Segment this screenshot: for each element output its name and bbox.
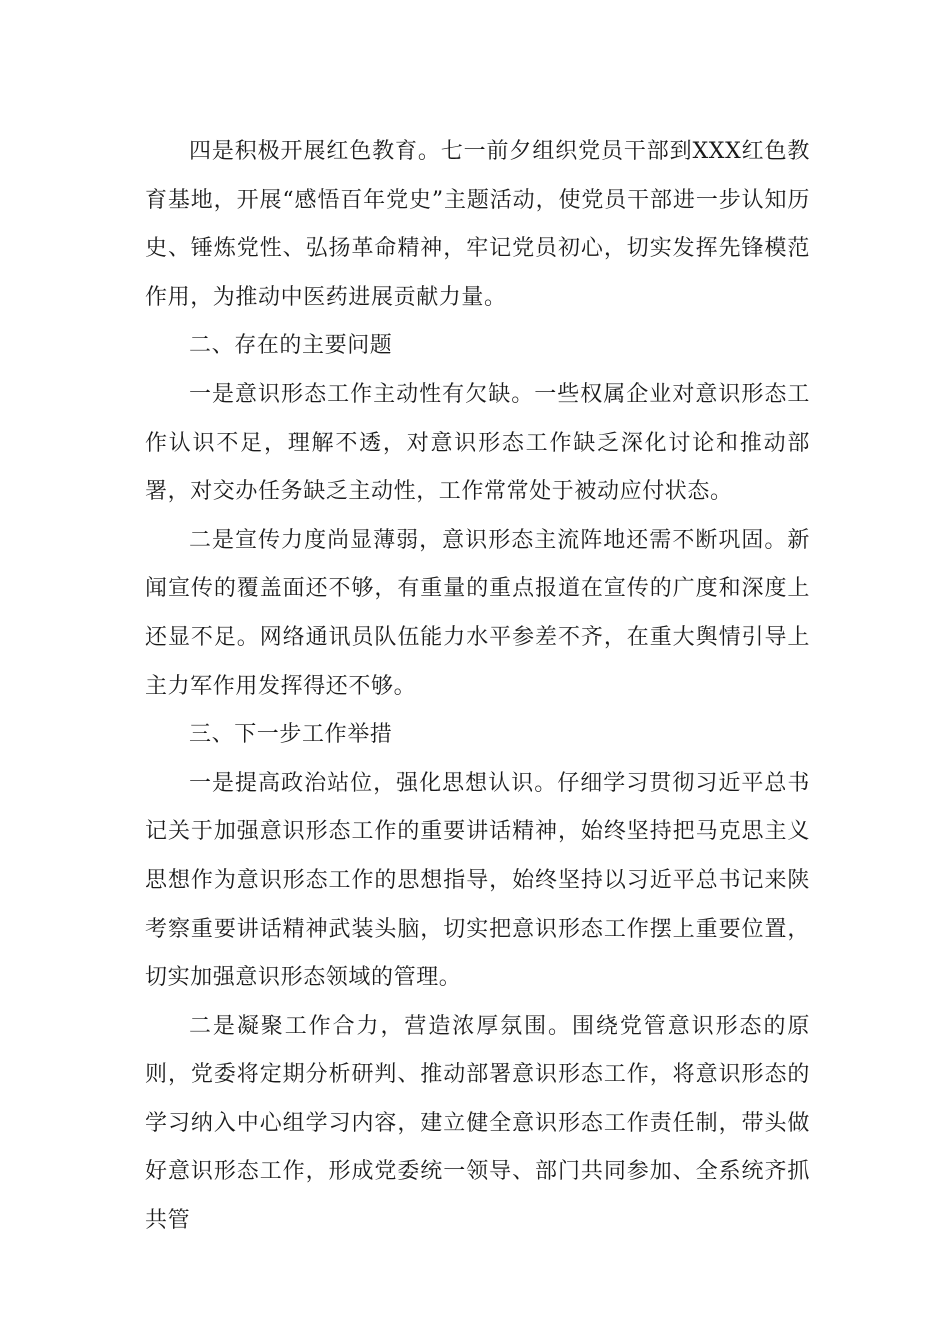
section-heading-next-steps: 三、下一步工作举措 bbox=[189, 722, 393, 748]
section-heading-main-problems: 二、存在的主要问题 bbox=[189, 333, 393, 359]
document-body bbox=[145, 128, 810, 1246]
paragraph-problem-initiative: 一是意识形态工作主动性有欠缺。一些权属企业对意识形态工作认识不足，理解不透，对意识形态工作缺乏深化讨论和推动部署，对交办任务缺乏主动性，工作常常处于被动应付状态。 bbox=[145, 381, 810, 505]
paragraph-step-political-stance: 一是提高政治站位，强化思想认识。仔细学习贯彻习近平总书记关于加强意识形态工作的重要讲话精神，始终坚持把马克思主义思想作为意识形态工作的思想指导，始终坚持以习近平总书记来陕考察重要讲话精神武装头脑，切实把意识形态工作摆上重要位置，切实加强意识形态领域的管理。 bbox=[145, 770, 810, 991]
paragraph-step-joint-effort: 二是凝聚工作合力，营造浓厚氛围。围绕党管意识形态的原则，党委将定期分析研判、推动部署意识形态工作，将意识形态的学习纳入中心组学习内容，建立健全意识形态工作责任制，带头做好意识形态工作，形成党委统一领导、部门共同参加、全系统齐抓共管 bbox=[145, 1013, 810, 1234]
paragraph-problem-publicity: 二是宣传力度尚显薄弱，意识形态主流阵地还需不断巩固。新闻宣传的覆盖面还不够，有重量的重点报道在宣传的广度和深度上还显不足。网络通讯员队伍能力水平参差不齐，在重大舆情引导上主力军作用发挥得还不够。 bbox=[145, 527, 810, 699]
paragraph-red-education: 四是积极开展红色教育。七一前夕组织党员干部到XXX红色教育基地，开展“感悟百年党史”主题活动，使党员干部进一步认知历史、锤炼党性、弘扬革命精神，牢记党员初心，切实发挥先锋模范作用，为推动中医药进展贡献力量。 bbox=[145, 139, 810, 310]
